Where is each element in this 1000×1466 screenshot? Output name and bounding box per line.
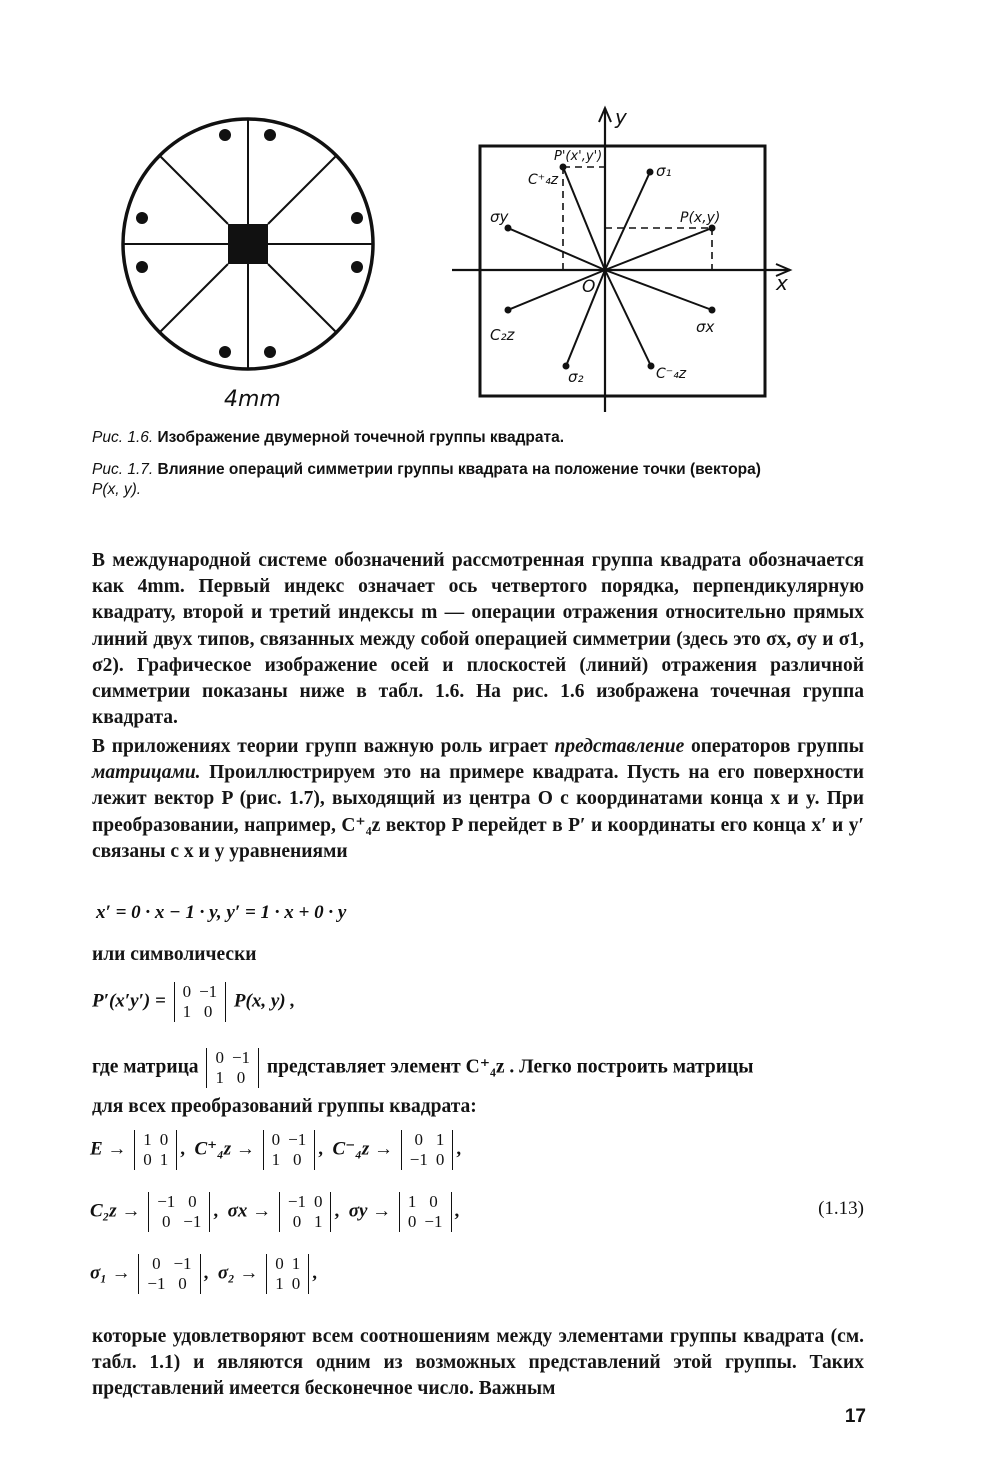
- figure-label: 4mm: [224, 387, 281, 412]
- where-text-a: где матрица: [92, 1056, 199, 1078]
- paragraph-3: [92, 1324, 864, 1403]
- paragraph-1: [92, 548, 864, 731]
- caption-number: Рис. 1.6.: [92, 429, 154, 446]
- emphasis-text: матрицами.: [92, 762, 201, 784]
- point-p-label: P(x,y): [680, 210, 721, 226]
- paragraph-text: операторов группы: [684, 736, 864, 757]
- op-label: σ₁ →: [90, 1262, 131, 1284]
- c2z-label: C₂z: [490, 326, 515, 344]
- matrix: −1 0 0 1: [279, 1192, 332, 1232]
- op-label: E →: [90, 1138, 127, 1160]
- sigma-x-label: σx: [696, 318, 715, 336]
- op-label: σy →: [348, 1200, 392, 1222]
- matrices-row-2: C₂z → −1 0 0 −1 , σx → −1 0 0 1 , σy → 1 0 0 −1 ,: [90, 1192, 460, 1231]
- caption-fig-1-7: [92, 460, 892, 500]
- caption-number: Рис. 1.7.: [92, 461, 154, 478]
- op-label: σx →: [227, 1200, 272, 1222]
- matrix: 0 1 −1 0: [401, 1130, 454, 1170]
- emphasis-text: представление: [554, 736, 685, 757]
- matrix: 0 −1 −1 0: [138, 1254, 200, 1294]
- matrix: 0 −1 1 0: [263, 1130, 316, 1170]
- paragraph-2: [92, 734, 864, 865]
- where-line-2: для всех преобразований группы квадрата:: [92, 1096, 477, 1117]
- matrices-row-1: E → 1 0 0 1 , C⁺₄z → 0 −1 1 0 , C⁻₄z → 0 1 −1 0 ,: [90, 1130, 462, 1169]
- paragraph-text: Проиллюстрируем это на примере квадрата. Пусть на его поверхности лежит вектор P (рис. 1.7), выходящий из центра O с координатами конца x и y. При преобразовании, например, C⁺₄z вектор P перейдет в P′ и координаты его конца x′ и y′ связаны с x и y уравнениями: [92, 762, 864, 862]
- origin-label: O: [582, 277, 596, 297]
- where-line: [92, 1048, 753, 1088]
- caption-text: Изображение двумерной точечной группы квадрата.: [153, 429, 565, 446]
- matrices-row-3: σ₁ → 0 −1 −1 0 , σ₂ → 0 1 1 0 ,: [90, 1254, 317, 1293]
- or-symbolic: или символически: [92, 944, 257, 965]
- equation-2: [92, 982, 295, 1022]
- sigma-y-label: σy: [490, 208, 509, 226]
- matrix: 1 0 0 1: [134, 1130, 177, 1170]
- axis-x-label: x: [776, 271, 788, 295]
- matrix: 1 0 0 −1: [399, 1192, 452, 1232]
- equation-1: x′ = 0 · x − 1 · y, y′ = 1 · x + 0 · y: [96, 902, 347, 923]
- op-label: C⁻₄z →: [332, 1138, 393, 1160]
- c4z-minus-label: C⁻₄z: [656, 366, 687, 382]
- op-label: C⁺₄z →: [194, 1138, 255, 1160]
- equation-lhs: P′(x′y′) =: [92, 990, 166, 1012]
- caption-text: Влияние операций симметрии группы квадрата на положение точки (вектора): [153, 461, 761, 478]
- paragraph-text: которые удовлетворяют всем соотношениям между элементами группы квадрата (см. табл. 1.1) и являются одним из возможных представлений этой группы. Таких представлений имеется бесконечное число. Важным: [92, 1326, 864, 1400]
- point-p-prime-label: P'(x',y'): [554, 149, 603, 164]
- sigma2-label: σ₂: [568, 368, 584, 386]
- matrix: −1 0 0 −1: [148, 1192, 210, 1232]
- page-number: 17: [844, 1406, 866, 1427]
- axis-y-label: y: [615, 105, 627, 129]
- matrix: 0 1 1 0: [266, 1254, 309, 1294]
- matrix: 0 −1 1 0: [206, 1048, 259, 1088]
- where-text-b: представляет элемент C⁺₄z . Легко построить матрицы: [266, 1056, 754, 1078]
- figure-1-6: [120, 108, 430, 418]
- op-label: σ₂ →: [217, 1262, 259, 1284]
- equation-rhs: P(x, y) ,: [233, 990, 296, 1012]
- op-label: C₂z →: [90, 1200, 141, 1222]
- caption-fig-1-6: [92, 428, 892, 448]
- sigma1-label: σ₁: [656, 162, 672, 180]
- equation-number: (1.13): [818, 1198, 864, 1219]
- caption-text-cont: P(x, y).: [92, 481, 142, 498]
- figure-1-7: [450, 100, 810, 420]
- matrix: 0 −1 1 0: [174, 982, 227, 1022]
- paragraph-text: В международной системе обозначений рассмотренная группа квадрата обозначается как 4mm. Первый индекс означает ось четвертого порядка, перпендикулярную квадрату, второй и третий индексы m — операции отражения относительно прямых линий двух типов, связанных между собой операцией симметрии (здесь это σx, σy и σ1, σ2). Графическое изображение осей и плоскостей (линий) отражения различной симметрии показаны ниже в табл. 1.6. На рис. 1.6 изображена точечная группа квадрата.: [92, 550, 864, 729]
- paragraph-text: В приложениях теории групп важную роль играет: [92, 736, 555, 757]
- c4z-plus-label: C⁺₄z: [528, 172, 559, 188]
